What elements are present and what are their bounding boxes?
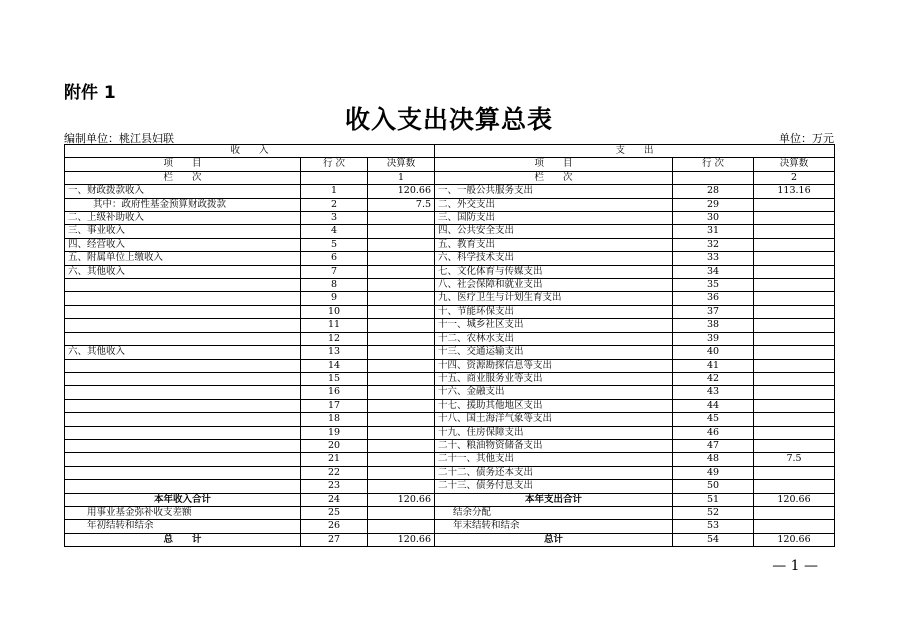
expense-line-no: 49 bbox=[673, 466, 754, 479]
table-row bbox=[65, 238, 835, 251]
summary-row bbox=[65, 520, 835, 533]
expense-line-no: 45 bbox=[673, 413, 754, 426]
surplus-distribution-line: 52 bbox=[673, 506, 754, 519]
expense-line-no: 48 bbox=[673, 453, 754, 466]
income-amount bbox=[368, 399, 435, 412]
fund-offset-amount bbox=[368, 506, 435, 519]
table-row bbox=[65, 252, 835, 265]
expense-amount bbox=[754, 332, 835, 345]
income-amount bbox=[368, 386, 435, 399]
income-item: 其中：政府性基金预算财政拨款 bbox=[65, 198, 301, 211]
income-line-no: 2 bbox=[301, 198, 368, 211]
income-line-no: 16 bbox=[301, 386, 368, 399]
grand-total-label-right: 总计 bbox=[435, 533, 673, 546]
expense-line-no: 35 bbox=[673, 279, 754, 292]
income-total-line: 24 bbox=[301, 493, 368, 506]
income-amount bbox=[368, 466, 435, 479]
expense-item: 十四、资源勘探信息等支出 bbox=[435, 359, 673, 372]
closing-balance-amount bbox=[754, 520, 835, 533]
table-row bbox=[65, 453, 835, 466]
income-line-no: 21 bbox=[301, 453, 368, 466]
expense-item: 九、医疗卫生与计划生育支出 bbox=[435, 292, 673, 305]
expense-amount bbox=[754, 372, 835, 385]
expense-item: 七、文化体育与传媒支出 bbox=[435, 265, 673, 278]
expense-item: 三、国防支出 bbox=[435, 212, 673, 225]
income-item bbox=[65, 466, 301, 479]
fund-offset-label: 用事业基金弥补收支差额 bbox=[65, 506, 301, 519]
expense-item: 十九、住房保障支出 bbox=[435, 426, 673, 439]
closing-balance-label: 年末结转和结余 bbox=[435, 520, 673, 533]
income-amount bbox=[368, 225, 435, 238]
col-amount-header: 决算数 bbox=[368, 158, 435, 171]
grand-total-amount: 120.66 bbox=[368, 533, 435, 546]
table-row bbox=[65, 399, 835, 412]
table-row bbox=[65, 372, 835, 385]
table-row bbox=[65, 185, 835, 198]
expense-line-no: 28 bbox=[673, 185, 754, 198]
expense-amount bbox=[754, 439, 835, 452]
income-amount bbox=[368, 212, 435, 225]
column-index-label-right: 栏 次 bbox=[435, 171, 673, 184]
income-amount bbox=[368, 265, 435, 278]
income-line-no: 4 bbox=[301, 225, 368, 238]
grand-total-line-right: 54 bbox=[673, 533, 754, 546]
income-item bbox=[65, 453, 301, 466]
income-amount bbox=[368, 238, 435, 251]
income-line-no: 1 bbox=[301, 185, 368, 198]
table-row bbox=[65, 225, 835, 238]
expense-item: 八、社会保障和就业支出 bbox=[435, 279, 673, 292]
income-item bbox=[65, 359, 301, 372]
income-line-no: 20 bbox=[301, 439, 368, 452]
table-row bbox=[65, 386, 835, 399]
income-item bbox=[65, 332, 301, 345]
income-line-no: 22 bbox=[301, 466, 368, 479]
expense-amount bbox=[754, 399, 835, 412]
col-item-header-right: 项 目 bbox=[435, 158, 673, 171]
expense-item: 十五、商业服务业等支出 bbox=[435, 372, 673, 385]
expense-line-no: 46 bbox=[673, 426, 754, 439]
table-row bbox=[65, 305, 835, 318]
table-row bbox=[65, 292, 835, 305]
income-line-no: 9 bbox=[301, 292, 368, 305]
grand-total-label: 总 计 bbox=[65, 533, 301, 546]
expense-line-no: 41 bbox=[673, 359, 754, 372]
expense-amount bbox=[754, 305, 835, 318]
expense-amount bbox=[754, 386, 835, 399]
expense-line-no: 50 bbox=[673, 480, 754, 493]
expense-line-no: 30 bbox=[673, 212, 754, 225]
expense-item: 十六、金融支出 bbox=[435, 386, 673, 399]
income-item: 六、其他收入 bbox=[65, 265, 301, 278]
expense-total-line: 51 bbox=[673, 493, 754, 506]
income-item: 二、上级补助收入 bbox=[65, 212, 301, 225]
fund-offset-line: 25 bbox=[301, 506, 368, 519]
income-amount bbox=[368, 359, 435, 372]
expense-total-amount: 120.66 bbox=[754, 493, 835, 506]
income-line-no: 6 bbox=[301, 252, 368, 265]
summary-row bbox=[65, 533, 835, 546]
income-line-no: 13 bbox=[301, 346, 368, 359]
income-amount bbox=[368, 252, 435, 265]
expense-line-no: 34 bbox=[673, 265, 754, 278]
expense-item: 四、公共安全支出 bbox=[435, 225, 673, 238]
income-amount: 7.5 bbox=[368, 198, 435, 211]
income-amount bbox=[368, 480, 435, 493]
expense-line-no: 43 bbox=[673, 386, 754, 399]
expense-total-label: 本年支出合计 bbox=[435, 493, 673, 506]
income-line-no: 10 bbox=[301, 305, 368, 318]
income-item bbox=[65, 399, 301, 412]
income-line-no: 23 bbox=[301, 480, 368, 493]
table-row bbox=[65, 265, 835, 278]
income-line-no: 15 bbox=[301, 372, 368, 385]
income-line-no: 17 bbox=[301, 399, 368, 412]
income-line-no: 7 bbox=[301, 265, 368, 278]
income-line-no: 11 bbox=[301, 319, 368, 332]
opening-balance-line: 26 bbox=[301, 520, 368, 533]
expense-item: 二十三、债务付息支出 bbox=[435, 480, 673, 493]
table-row bbox=[65, 359, 835, 372]
column-index-value: 1 bbox=[368, 171, 435, 184]
table-row bbox=[65, 466, 835, 479]
income-item bbox=[65, 279, 301, 292]
expense-amount bbox=[754, 238, 835, 251]
income-amount bbox=[368, 305, 435, 318]
expense-amount bbox=[754, 252, 835, 265]
expense-item: 二十二、债务还本支出 bbox=[435, 466, 673, 479]
income-line-no: 18 bbox=[301, 413, 368, 426]
income-item bbox=[65, 480, 301, 493]
income-item bbox=[65, 305, 301, 318]
column-index-value-right: 2 bbox=[754, 171, 835, 184]
table-row bbox=[65, 319, 835, 332]
attachment-label: 附件 1 bbox=[64, 83, 116, 103]
expense-amount bbox=[754, 346, 835, 359]
page-number: — 1 — bbox=[772, 558, 818, 574]
income-section-header: 收 入 bbox=[65, 145, 435, 158]
expense-line-no: 36 bbox=[673, 292, 754, 305]
income-item: 三、事业收入 bbox=[65, 225, 301, 238]
income-item: 一、财政拨款收入 bbox=[65, 185, 301, 198]
income-item: 四、经营收入 bbox=[65, 238, 301, 251]
column-index-blank bbox=[301, 171, 368, 184]
org-label: 编制单位：桃江县妇联 bbox=[64, 132, 174, 145]
table-row bbox=[65, 439, 835, 452]
expense-item: 十二、农林水支出 bbox=[435, 332, 673, 345]
expense-amount bbox=[754, 426, 835, 439]
expense-amount bbox=[754, 292, 835, 305]
expense-line-no: 47 bbox=[673, 439, 754, 452]
income-amount: 120.66 bbox=[368, 185, 435, 198]
table-row bbox=[65, 413, 835, 426]
expense-amount bbox=[754, 279, 835, 292]
income-line-no: 19 bbox=[301, 426, 368, 439]
expense-amount bbox=[754, 265, 835, 278]
income-amount bbox=[368, 453, 435, 466]
income-total-amount: 120.66 bbox=[368, 493, 435, 506]
surplus-distribution-amount bbox=[754, 506, 835, 519]
income-amount bbox=[368, 372, 435, 385]
table-row bbox=[65, 212, 835, 225]
column-index-label: 栏 次 bbox=[65, 171, 301, 184]
expense-amount bbox=[754, 225, 835, 238]
expense-item: 二十一、其他支出 bbox=[435, 453, 673, 466]
table-row bbox=[65, 346, 835, 359]
expense-amount: 7.5 bbox=[754, 453, 835, 466]
expense-line-no: 33 bbox=[673, 252, 754, 265]
expense-amount bbox=[754, 319, 835, 332]
income-amount bbox=[368, 319, 435, 332]
expense-amount bbox=[754, 466, 835, 479]
income-item bbox=[65, 292, 301, 305]
expense-amount: 113.16 bbox=[754, 185, 835, 198]
opening-balance-amount bbox=[368, 520, 435, 533]
expense-line-no: 44 bbox=[673, 399, 754, 412]
expense-item: 十、节能环保支出 bbox=[435, 305, 673, 318]
income-item bbox=[65, 319, 301, 332]
income-line-no: 8 bbox=[301, 279, 368, 292]
income-line-no: 12 bbox=[301, 332, 368, 345]
expense-amount bbox=[754, 480, 835, 493]
col-item-header: 项 目 bbox=[65, 158, 301, 171]
closing-balance-line: 53 bbox=[673, 520, 754, 533]
expense-line-no: 38 bbox=[673, 319, 754, 332]
income-line-no: 3 bbox=[301, 212, 368, 225]
income-amount bbox=[368, 346, 435, 359]
expense-item: 二十、粮油物资储备支出 bbox=[435, 439, 673, 452]
grand-total-line: 27 bbox=[301, 533, 368, 546]
income-line-no: 14 bbox=[301, 359, 368, 372]
surplus-distribution-label: 结余分配 bbox=[435, 506, 673, 519]
table-row bbox=[65, 198, 835, 211]
expense-item: 十七、援助其他地区支出 bbox=[435, 399, 673, 412]
expense-line-no: 37 bbox=[673, 305, 754, 318]
income-amount bbox=[368, 439, 435, 452]
income-expense-table bbox=[64, 144, 835, 547]
table-row bbox=[65, 332, 835, 345]
income-item bbox=[65, 386, 301, 399]
expense-line-no: 42 bbox=[673, 372, 754, 385]
expense-line-no: 29 bbox=[673, 198, 754, 211]
expense-item: 十一、城乡社区支出 bbox=[435, 319, 673, 332]
expense-amount bbox=[754, 198, 835, 211]
column-index-blank-right bbox=[673, 171, 754, 184]
income-item bbox=[65, 372, 301, 385]
expense-amount bbox=[754, 359, 835, 372]
expense-item: 一、一般公共服务支出 bbox=[435, 185, 673, 198]
col-line-header: 行 次 bbox=[301, 158, 368, 171]
expense-amount bbox=[754, 413, 835, 426]
income-item: 五、附属单位上缴收入 bbox=[65, 252, 301, 265]
expense-item: 十三、交通运输支出 bbox=[435, 346, 673, 359]
expense-item: 六、科学技术支出 bbox=[435, 252, 673, 265]
income-amount bbox=[368, 279, 435, 292]
expense-amount bbox=[754, 212, 835, 225]
expense-line-no: 32 bbox=[673, 238, 754, 251]
table-row bbox=[65, 480, 835, 493]
table-row bbox=[65, 426, 835, 439]
income-amount bbox=[368, 413, 435, 426]
income-amount bbox=[368, 426, 435, 439]
income-item bbox=[65, 426, 301, 439]
income-amount bbox=[368, 292, 435, 305]
expense-line-no: 31 bbox=[673, 225, 754, 238]
expense-line-no: 40 bbox=[673, 346, 754, 359]
income-total-label: 本年收入合计 bbox=[65, 493, 301, 506]
expense-item: 五、教育支出 bbox=[435, 238, 673, 251]
table-row bbox=[65, 279, 835, 292]
income-item bbox=[65, 439, 301, 452]
income-item bbox=[65, 413, 301, 426]
income-amount bbox=[368, 332, 435, 345]
grand-total-amount-right: 120.66 bbox=[754, 533, 835, 546]
col-line-header-right: 行 次 bbox=[673, 158, 754, 171]
income-line-no: 5 bbox=[301, 238, 368, 251]
unit-label: 单位：万元 bbox=[779, 132, 834, 145]
page-title: 收入支出决算总表 bbox=[344, 105, 553, 134]
summary-row bbox=[65, 506, 835, 519]
expense-item: 十八、国土海洋气象等支出 bbox=[435, 413, 673, 426]
summary-row bbox=[65, 493, 835, 506]
expense-section-header: 支 出 bbox=[435, 145, 835, 158]
expense-item: 二、外交支出 bbox=[435, 198, 673, 211]
opening-balance-label: 年初结转和结余 bbox=[65, 520, 301, 533]
col-amount-header-right: 决算数 bbox=[754, 158, 835, 171]
income-item: 六、其他收入 bbox=[65, 346, 301, 359]
expense-line-no: 39 bbox=[673, 332, 754, 345]
